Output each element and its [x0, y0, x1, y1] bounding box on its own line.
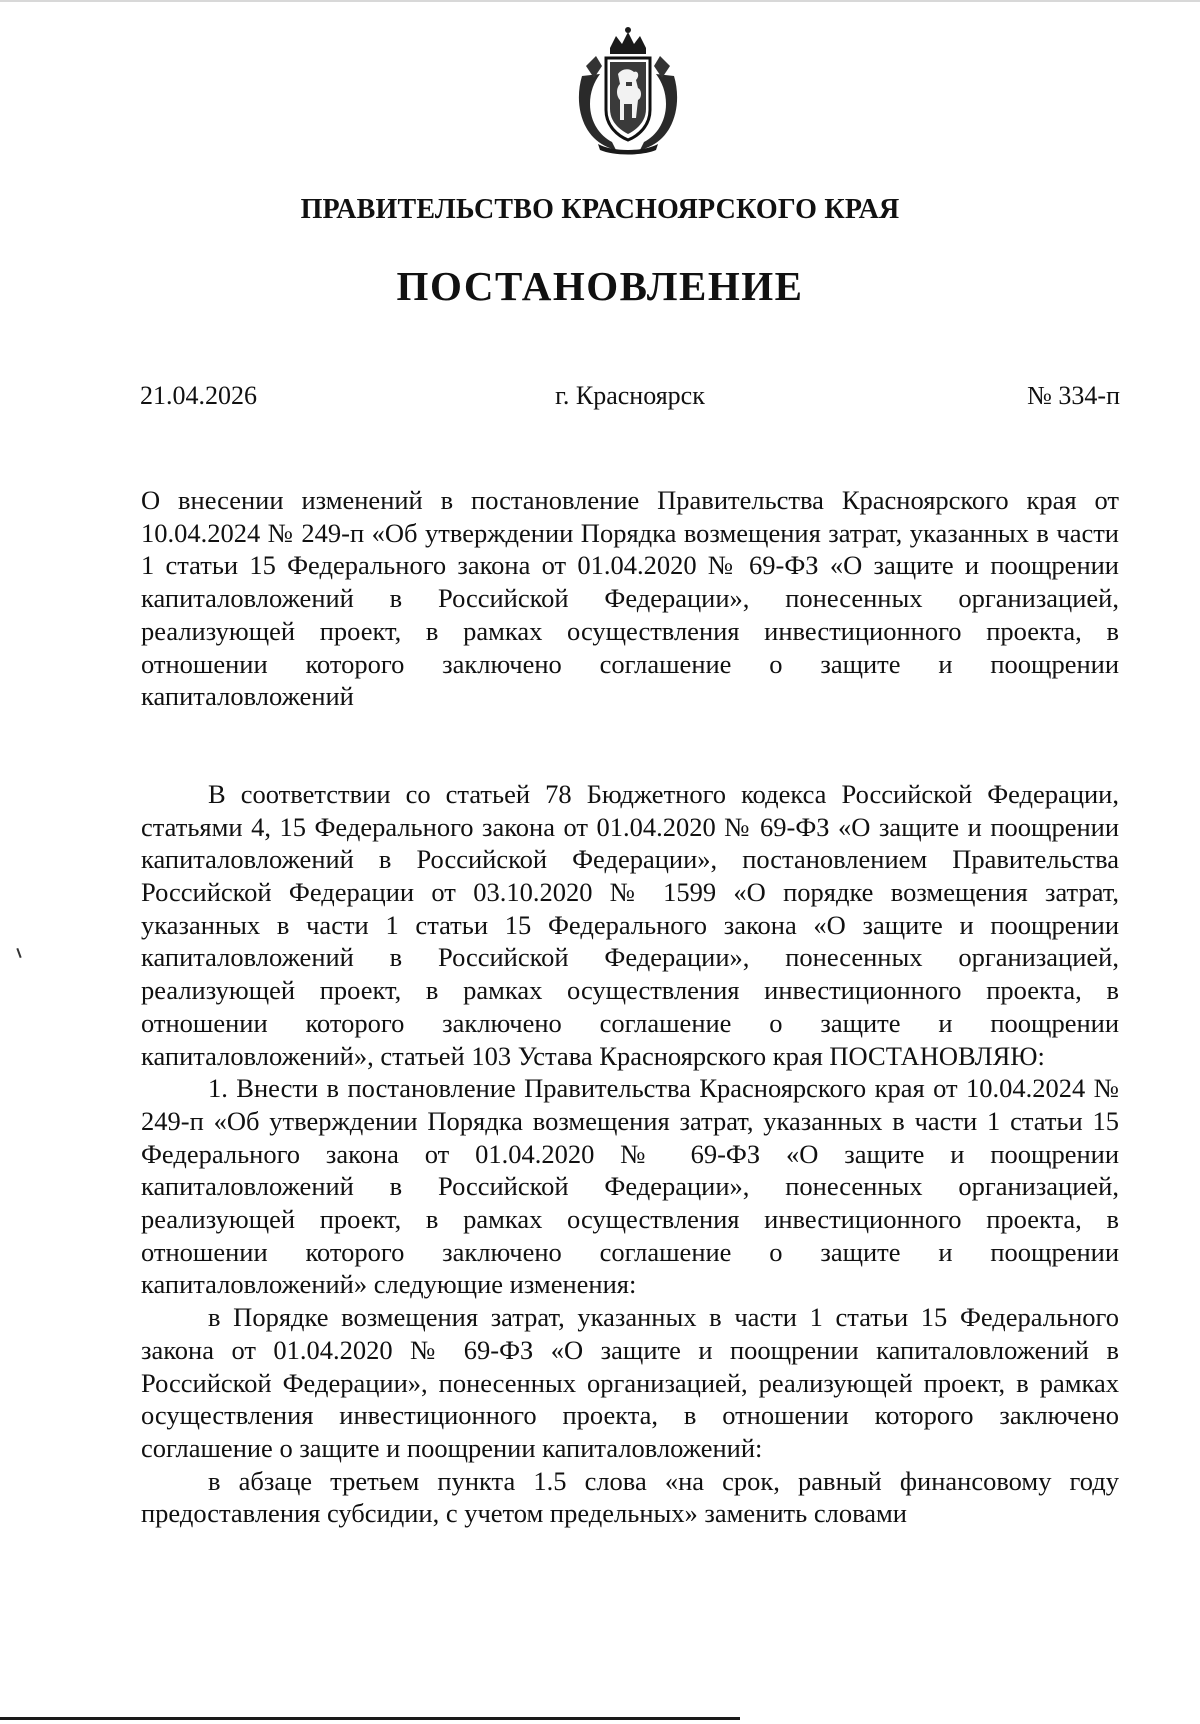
organization-name: ПРАВИТЕЛЬСТВО КРАСНОЯРСКОГО КРАЯ: [300, 194, 900, 225]
item-1-paragraph: 1. Внести в постановление Правительства Красноярского края от 10.04.2024 № 249-п «Об утверждении Порядка возмещения затрат, указанных в части 1 статьи 15 Федерального закона от 01.04.2020 № 69-ФЗ «О защите и поощрении капиталовложений в Российской Федерации», понесенных организацией, реализующей проект, в рамках осуществления инвестиционного проекта, в отношении которого заключено соглашение о защите и поощрении капиталовложений» следующие изменения:: [141, 1073, 1119, 1300]
coat-of-arms-emblem: [572, 26, 684, 156]
document-title: О внесении изменений в постановление Правительства Красноярского края от 10.04.2024 № 249-п «Об утверждении Порядка возмещения затрат, указанных в части 1 статьи 15 Федерального закона от 01.04.2020 № 69-ФЗ «О защите и поощрении капиталовложений в Российской Федерации», понесенных организацией, реализующей проект, в рамках осуществления инвестиционного проекта, в отношении которого заключено соглашение о защите и поощрении капиталовложений: [141, 485, 1119, 712]
subitem-order-paragraph: в Порядке возмещения затрат, указанных в части 1 статьи 15 Федерального закона от 01.04.2020 № 69-ФЗ «О защите и поощрении капиталовложений в Российской Федерации», понесенных организацией, реализующей проект, в рамках осуществления инвестиционного проекта, в отношении которого заключено соглашение о защите и поощрении капиталовложений:: [141, 1302, 1119, 1463]
coat-of-arms-icon: [572, 26, 684, 156]
page-top-edge: [0, 0, 1200, 2]
document-type-heading: ПОСТАНОВЛЕНИЕ: [396, 263, 804, 309]
document-meta-row: [140, 381, 1120, 415]
scan-margin-mark: [16, 948, 21, 958]
document-number: № 334-п: [1027, 381, 1120, 410]
preamble-paragraph: В соответствии со статьей 78 Бюджетного кодекса Российской Федерации, статьями 4, 15 Федерального закона от 01.04.2020 № 69-ФЗ «О защите и поощрении капиталовложений в Российской Федерации», постановлением Правительства Российской Федерации от 03.10.2020 № 1599 «О порядке возмещения затрат, указанных в части 1 статьи 15 Федерального закона «О защите и поощрении капиталовложений в Российской Федерации», понесенных организацией, реализующей проект, в рамках осуществления инвестиционного проекта, в отношении которого заключено соглашение о защите и поощрении капиталовложений», статьей 103 Устава Красноярского края ПОСТАНОВЛЯЮ:: [141, 778, 1119, 1071]
document-city: г. Красноярск: [555, 381, 705, 410]
page-bottom-edge: [0, 1717, 740, 1720]
subitem-paragraph-1-5: в абзаце третьем пункта 1.5 слова «на срок, равный финансовому году предоставления субсидии, с учетом предельных» заменить словами: [141, 1465, 1119, 1529]
document-date: 21.04.2026: [140, 381, 257, 410]
document-content: [141, 484, 1119, 1530]
